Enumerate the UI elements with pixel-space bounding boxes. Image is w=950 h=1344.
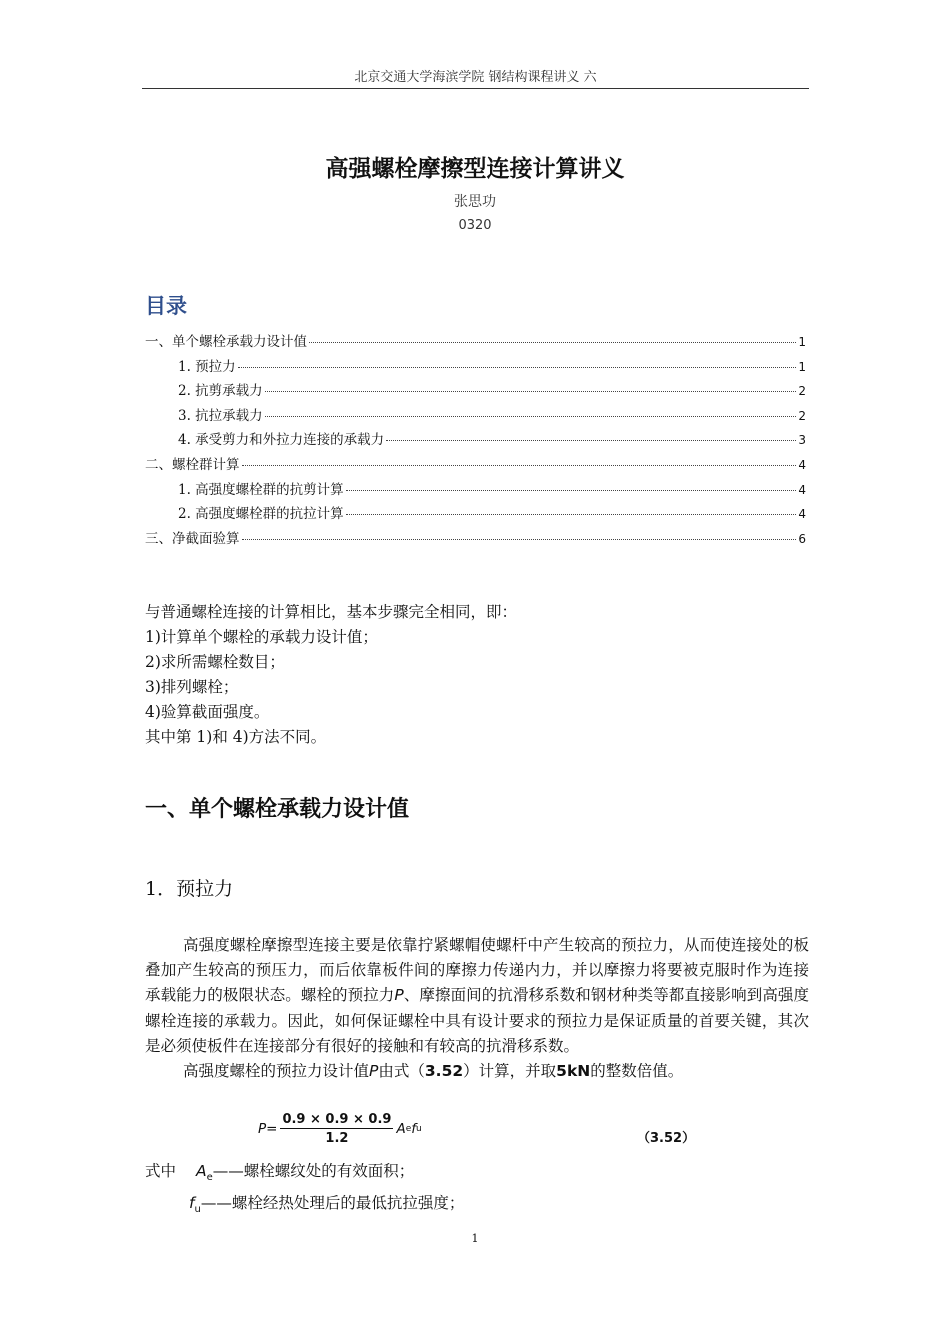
intro-line: 4)验算截面强度。 <box>145 703 270 721</box>
formula-numerator: 0.9 × 0.9 × 0.9 <box>282 1112 392 1127</box>
paragraph-text: 高强度螺栓的预拉力设计值 <box>183 1062 370 1081</box>
toc-entry[interactable] <box>145 502 806 527</box>
value-5kn: 5kN <box>556 1062 591 1081</box>
toc-entry[interactable] <box>145 478 806 503</box>
formula-strength-symbol: f <box>411 1121 416 1137</box>
toc-entry-label: 1. 高强度螺栓群的抗剪计算 <box>178 481 344 498</box>
toc-leader-dots <box>265 391 797 392</box>
toc-entry-label: 1. 预拉力 <box>178 358 236 375</box>
toc-leader-dots <box>346 514 797 515</box>
paragraph <box>145 933 809 1059</box>
symbol-definitions <box>145 1159 464 1222</box>
equation-number: （3.52） <box>637 1131 696 1146</box>
toc-leader-dots <box>242 465 797 466</box>
toc-entry-label: 一、单个螺栓承载力设计值 <box>145 334 307 350</box>
page-header: 北京交通大学海滨学院 钢结构课程讲义 六 <box>354 70 597 85</box>
toc-leader-dots <box>242 539 797 540</box>
toc-leader-dots <box>265 416 797 417</box>
toc-entry-page: 4 <box>798 457 806 472</box>
subsection-heading: 1．预拉力 <box>145 878 234 900</box>
toc-entry-label: 4. 承受剪力和外拉力连接的承载力 <box>178 432 385 449</box>
author-name: 张思功 <box>454 194 496 210</box>
toc-leader-dots <box>386 440 796 441</box>
symbol-a: A <box>196 1162 207 1180</box>
definition-text: ——螺栓螺纹处的有效面积； <box>212 1162 415 1180</box>
intro-text <box>145 600 517 750</box>
header-rule <box>142 88 809 89</box>
toc-entry[interactable] <box>145 355 806 380</box>
toc-leader-dots <box>238 367 797 368</box>
toc-entry-page: 1 <box>798 335 806 349</box>
definition-line <box>145 1191 464 1223</box>
toc-entry-page: 3 <box>798 433 806 448</box>
intro-line: 2)求所需螺栓数目； <box>145 653 285 671</box>
symbol-a-subscript: e <box>206 1172 213 1184</box>
intro-line: 其中第 1)和 4)方法不同。 <box>145 728 327 746</box>
toc-entry[interactable] <box>145 453 806 478</box>
toc-entry-label: 二、螺栓群计算 <box>145 456 240 473</box>
toc-leader-dots <box>346 490 797 491</box>
symbol-f-subscript: u <box>194 1203 201 1215</box>
where-prefix: 式中 <box>145 1162 177 1180</box>
definition-text: ——螺栓经热处理后的最低抗拉强度； <box>200 1193 465 1212</box>
toc-leader-dots <box>309 342 796 343</box>
symbol-f: f <box>189 1193 195 1212</box>
equation-reference: 3.52 <box>424 1062 464 1081</box>
toc-entry-label: 3. 抗拉承载力 <box>178 407 263 424</box>
toc-entry[interactable] <box>145 428 806 453</box>
document-code: 0320 <box>458 218 492 233</box>
variable-p: P <box>394 986 404 1005</box>
paragraph-text: 高强度螺栓摩擦型连接主要是依靠拧紧螺帽使螺杆中产生较高的预拉力，从而使连接处的板叠加产生较高的预压力，而后依靠板件间的摩擦力传递内力，并以摩擦力将要被克服时作为连接承载能力的极限状态。螺栓的预拉力 <box>145 936 809 1005</box>
section-heading: 一、单个螺栓承载力设计值 <box>145 796 410 822</box>
intro-line: 3)排列螺栓； <box>145 678 239 696</box>
formula-area-symbol: A <box>396 1121 406 1137</box>
body-text <box>145 933 809 1084</box>
paragraph-text: ）计算，并取 <box>463 1062 557 1081</box>
toc-heading: 目录 <box>145 294 187 318</box>
toc-entry-page: 6 <box>798 531 806 546</box>
intro-line: 1)计算单个螺栓的承载力设计值； <box>145 628 378 646</box>
toc-entry-label: 2. 高强度螺栓群的抗拉计算 <box>178 506 344 523</box>
paragraph-text: 的整数倍值。 <box>590 1062 684 1081</box>
table-of-contents <box>145 330 806 551</box>
toc-entry-page: 4 <box>798 507 806 522</box>
toc-entry-page: 2 <box>798 408 806 423</box>
toc-entry[interactable] <box>145 330 806 355</box>
formula-lhs: P= <box>258 1121 278 1137</box>
toc-entry-page: 1 <box>798 359 806 374</box>
paragraph-text: 由式（ <box>378 1062 425 1081</box>
toc-entry[interactable] <box>145 379 806 404</box>
toc-entry-page: 4 <box>798 482 806 497</box>
formula-fraction <box>280 1112 393 1146</box>
intro-line: 与普通螺栓连接的计算相比，基本步骤完全相同，即： <box>145 603 518 621</box>
formula-3-52 <box>258 1112 422 1146</box>
paragraph-text: 、摩擦面间的抗滑移系数和钢材种类等都直接影响到高强度螺栓连接的承载力。因此，如何保证螺栓中具有设计要求的预拉力是保证质量的首要关键，其次是必须使板件在连接部分有很好的接触和有较高的抗滑移系数。 <box>145 986 809 1055</box>
toc-entry[interactable] <box>145 404 806 429</box>
document-title: 高强螺栓摩擦型连接计算讲义 <box>325 155 625 182</box>
paragraph <box>145 1059 809 1084</box>
page-number: 1 <box>471 1232 479 1245</box>
toc-entry-label: 三、净截面验算 <box>145 530 240 547</box>
definition-line <box>145 1159 464 1191</box>
toc-entry[interactable] <box>145 527 806 552</box>
toc-entry-page: 2 <box>798 384 806 399</box>
formula-strength-subscript: u <box>416 1124 422 1134</box>
formula-area-subscript: e <box>405 1124 412 1134</box>
variable-p: P <box>369 1062 379 1081</box>
toc-entry-label: 2. 抗剪承载力 <box>178 383 263 400</box>
formula-denominator: 1.2 <box>325 1131 349 1146</box>
